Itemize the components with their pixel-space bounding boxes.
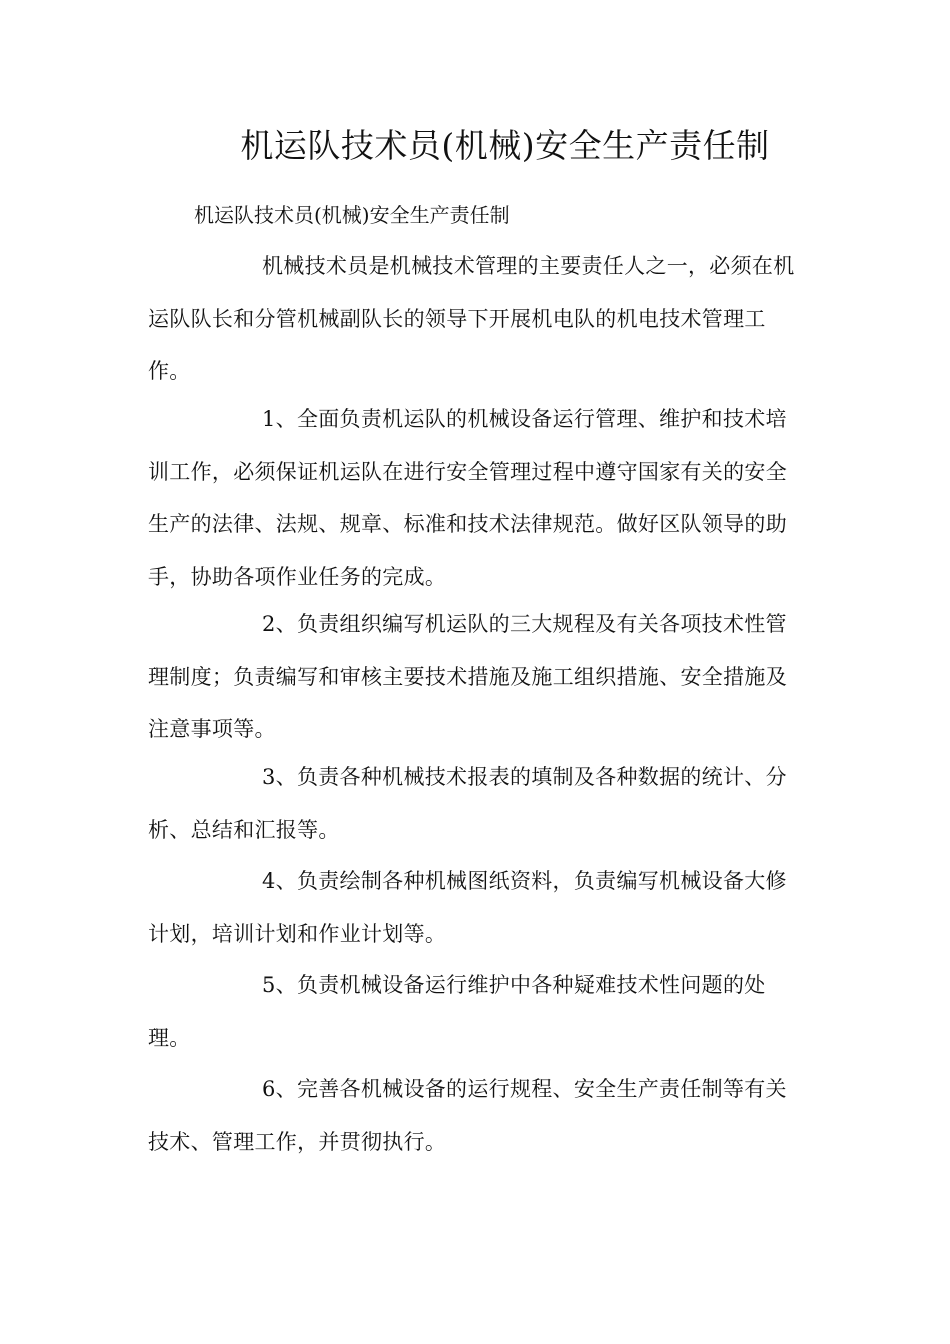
duty-item-6: 6、完善各机械设备的运行规程、安全生产责任制等有关技术、管理工作，并贯彻执行。: [148, 1077, 787, 1154]
duty-item-4: 4、负责绘制各种机械图纸资料，负责编写机械设备大修计划，培训计划和作业计划等。: [148, 869, 787, 946]
document-title: 机运队技术员(机械)安全生产责任制: [240, 126, 770, 165]
intro-paragraph: 机械技术员是机械技术管理的主要责任人之一，必须在机运队队长和分管机械副队长的领导下开展机电队的机电技术管理工作。: [148, 254, 795, 383]
duty-item-3: 3、负责各种机械技术报表的填制及各种数据的统计、分析、总结和汇报等。: [148, 765, 787, 842]
duty-item-1: 1、全面负责机运队的机械设备运行管理、维护和技术培训工作，必须保证机运队在进行安全管理过程中遵守国家有关的安全生产的法律、法规、规章、标准和技术法律规范。做好区队领导的助手，协助各项作业任务的完成。: [148, 407, 787, 589]
duty-item-5: 5、负责机械设备运行维护中各种疑难技术性问题的处理。: [148, 973, 766, 1050]
document-subtitle: 机运队技术员(机械)安全生产责任制: [194, 203, 510, 227]
duty-item-2: 2、负责组织编写机运队的三大规程及有关各项技术性管理制度；负责编写和审核主要技术措施及施工组织措施、安全措施及注意事项等。: [148, 612, 787, 741]
